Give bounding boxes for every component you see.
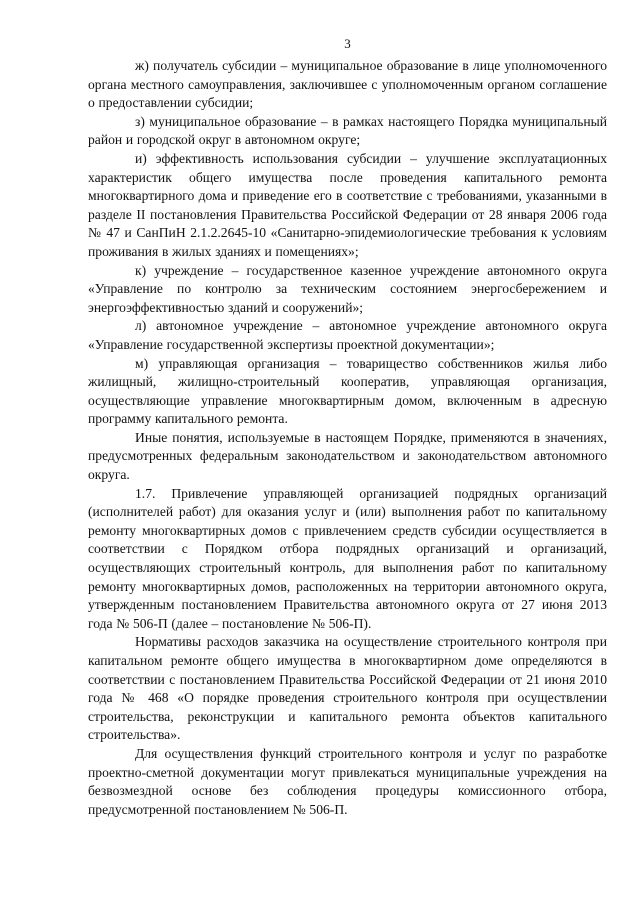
paragraph-definition-i: и) эффективность использования субсидии – улучшение эксплуатационных характеристик общего имущества после проведения капитального ремонта многоквартирного дома и приведение его в соответствие с требованиями, указанными в разделе II постановления Правительства Российской Федерации от 28 января 2006 года № 47 и СанПиН 2.1.2.2645-10 «Санитарно-эпидемиологические требования к условиям проживания в жилых зданиях и помещениях»; [88,150,607,259]
paragraph-section-1-7: 1.7. Привлечение управляющей организацией подрядных организаций (исполнителей работ) для оказания услуг и (или) выполнения работ по капитальному ремонту многоквартирных домов с привлечением средств субсидии осуществляется в соответствии с Порядком отбора подрядных организаций и организаций, осуществляющих строительный контроль, для выполнения работ по капитальному ремонту многоквартирных домов, расположенных на территории автономного округа, утвержденным постановлением Правительства автономного округа от 27 июня 2013 года № 506-П (далее – постановление № 506-П). [88,485,607,631]
paragraph-definition-m: м) управляющая организация – товарищество собственников жилья либо жилищный, жилищно-строительный кооператив, управляющая организация, осуществляющие управление многоквартирным домом, включенным в адресную программу капитального ремонта. [88,355,607,427]
paragraph-definition-z: з) муниципальное образование – в рамках настоящего Порядка муниципальный район и городской округ в автономном округе; [88,113,607,148]
paragraph-definition-k: к) учреждение – государственное казенное учреждение автономного округа «Управление по контролю за техническим состоянием энергосбережением и энергоэффективностью зданий и сооружений»; [88,262,607,315]
document-body [88,57,607,819]
paragraph-definition-zh: ж) получатель субсидии – муниципальное образование в лице уполномоченного органа местного самоуправления, заключившее с уполномоченным органом соглашение о предоставлении субсидии; [88,58,607,111]
paragraph-construction-control: Для осуществления функций строительного контроля и услуг по разработке проектно-сметной документации могут привлекаться муниципальные учреждения на безвозмездной основе без соблюдения процедуры комиссионного отбора, предусмотренной постановлением № 506-П. [88,745,607,817]
paragraph-definition-l: л) автономное учреждение – автономное учреждение автономного округа «Управление государственной экспертизы проектной документации»; [88,318,607,352]
paragraph-other-terms: Иные понятия, используемые в настоящем Порядке, применяются в значениях, предусмотренных федеральным законодательством и законодательством автономного округа. [88,429,607,483]
page-number: 3 [344,36,351,51]
paragraph-expense-norms: Нормативы расходов заказчика на осуществление строительного контроля при капитальном ремонте общего имущества в многоквартирном доме определяются в соответствии с постановлением Правительства Российской Федерации от 21 июня 2010 года № 468 «О порядке проведения строительного контроля при осуществлении строительства, реконструкции и капитального ремонта объектов капитального строительства». [88,634,607,743]
